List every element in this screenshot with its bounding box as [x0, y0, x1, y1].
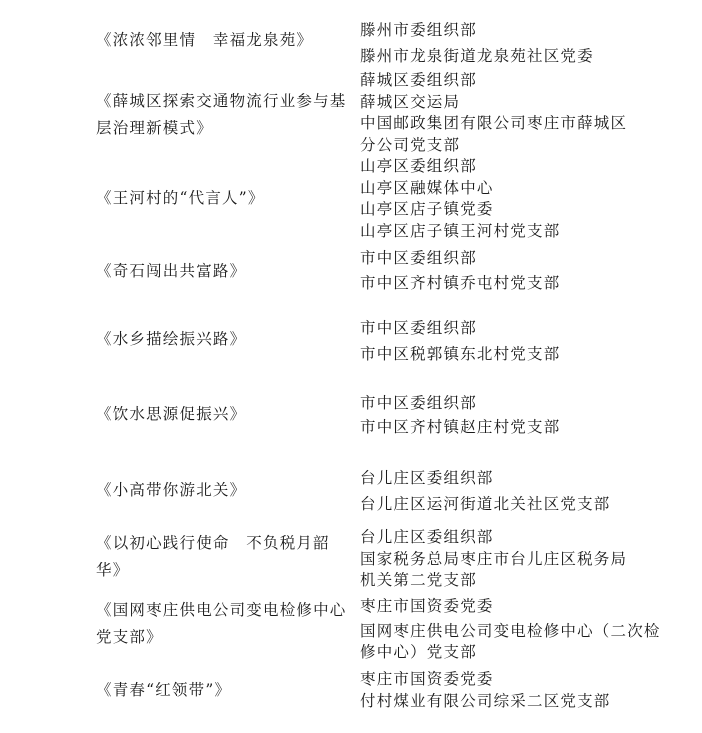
entry-orgs — [360, 669, 660, 712]
entry-title: 《小高带你游北关》 — [96, 481, 247, 499]
org-line: 国家税务总局枣庄市台儿庄区税务局 — [360, 549, 628, 568]
entry-title: 《王河村的“代言人”》 — [96, 189, 265, 207]
org-line: 薛城区交运局 — [360, 92, 461, 111]
org-line: 薛城区委组织部 — [360, 71, 477, 89]
org-line: 枣庄市国资委党委 — [360, 670, 494, 688]
entry-title: 《薛城区探索交通物流行业参与基层治理新模式》 — [96, 92, 347, 137]
entry-orgs — [360, 465, 660, 517]
org-line: 修中心）党支部 — [360, 643, 477, 661]
org-line: 机关第二党支部 — [360, 571, 477, 589]
org-line: 台儿庄区运河街道北关社区党支部 — [360, 495, 611, 513]
entry-title: 《饮水思源促振兴》 — [96, 405, 247, 423]
entry-title: 《奇石闯出共富路》 — [96, 262, 247, 280]
entry-orgs — [360, 156, 660, 242]
org-line: 山亭区融媒体中心 — [360, 178, 494, 197]
entry-orgs — [360, 527, 660, 592]
entry-title: 《浓浓邻里情 幸福龙泉苑》 — [96, 31, 314, 49]
org-line: 台儿庄区委组织部 — [360, 469, 494, 487]
entry-orgs — [360, 315, 660, 367]
org-line: 枣庄市国资委党委 — [360, 597, 494, 615]
org-line: 市中区齐村镇赵庄村党支部 — [360, 418, 561, 436]
entry-title: 《水乡描绘振兴路》 — [96, 330, 247, 348]
entry-orgs — [360, 596, 660, 664]
org-line: 付村煤业有限公司综采二区党支部 — [360, 691, 611, 710]
entry-orgs — [360, 391, 660, 439]
entry-orgs — [360, 17, 660, 69]
org-line: 台儿庄区委组织部 — [360, 528, 494, 546]
org-line: 山亭区店子镇党委 — [360, 200, 494, 218]
org-line: 市中区委组织部 — [360, 249, 477, 267]
org-line: 市中区委组织部 — [360, 394, 477, 412]
entry-orgs — [360, 70, 660, 156]
org-line: 分公司党支部 — [360, 135, 461, 154]
entry-orgs — [360, 246, 660, 296]
org-line: 山亭区委组织部 — [360, 157, 477, 175]
org-line: 中国邮政集团有限公司枣庄市薛城区 — [360, 114, 628, 132]
org-line: 国网枣庄供电公司变电检修中心（二次检 — [360, 621, 661, 640]
org-line: 市中区委组织部 — [360, 319, 477, 337]
entry-title: 《以初心践行使命 不负税月韶华》 — [96, 534, 330, 579]
org-line: 滕州市委组织部 — [360, 21, 477, 39]
org-line: 山亭区店子镇王河村党支部 — [360, 221, 561, 240]
entry-title: 《青春“红领带”》 — [96, 681, 232, 699]
org-line: 市中区齐村镇乔屯村党支部 — [360, 274, 561, 292]
org-line: 市中区税郭镇东北村党支部 — [360, 345, 561, 363]
entry-title: 《国网枣庄供电公司变电检修中心党支部》 — [96, 601, 347, 646]
org-line: 滕州市龙泉街道龙泉苑社区党委 — [360, 47, 594, 65]
